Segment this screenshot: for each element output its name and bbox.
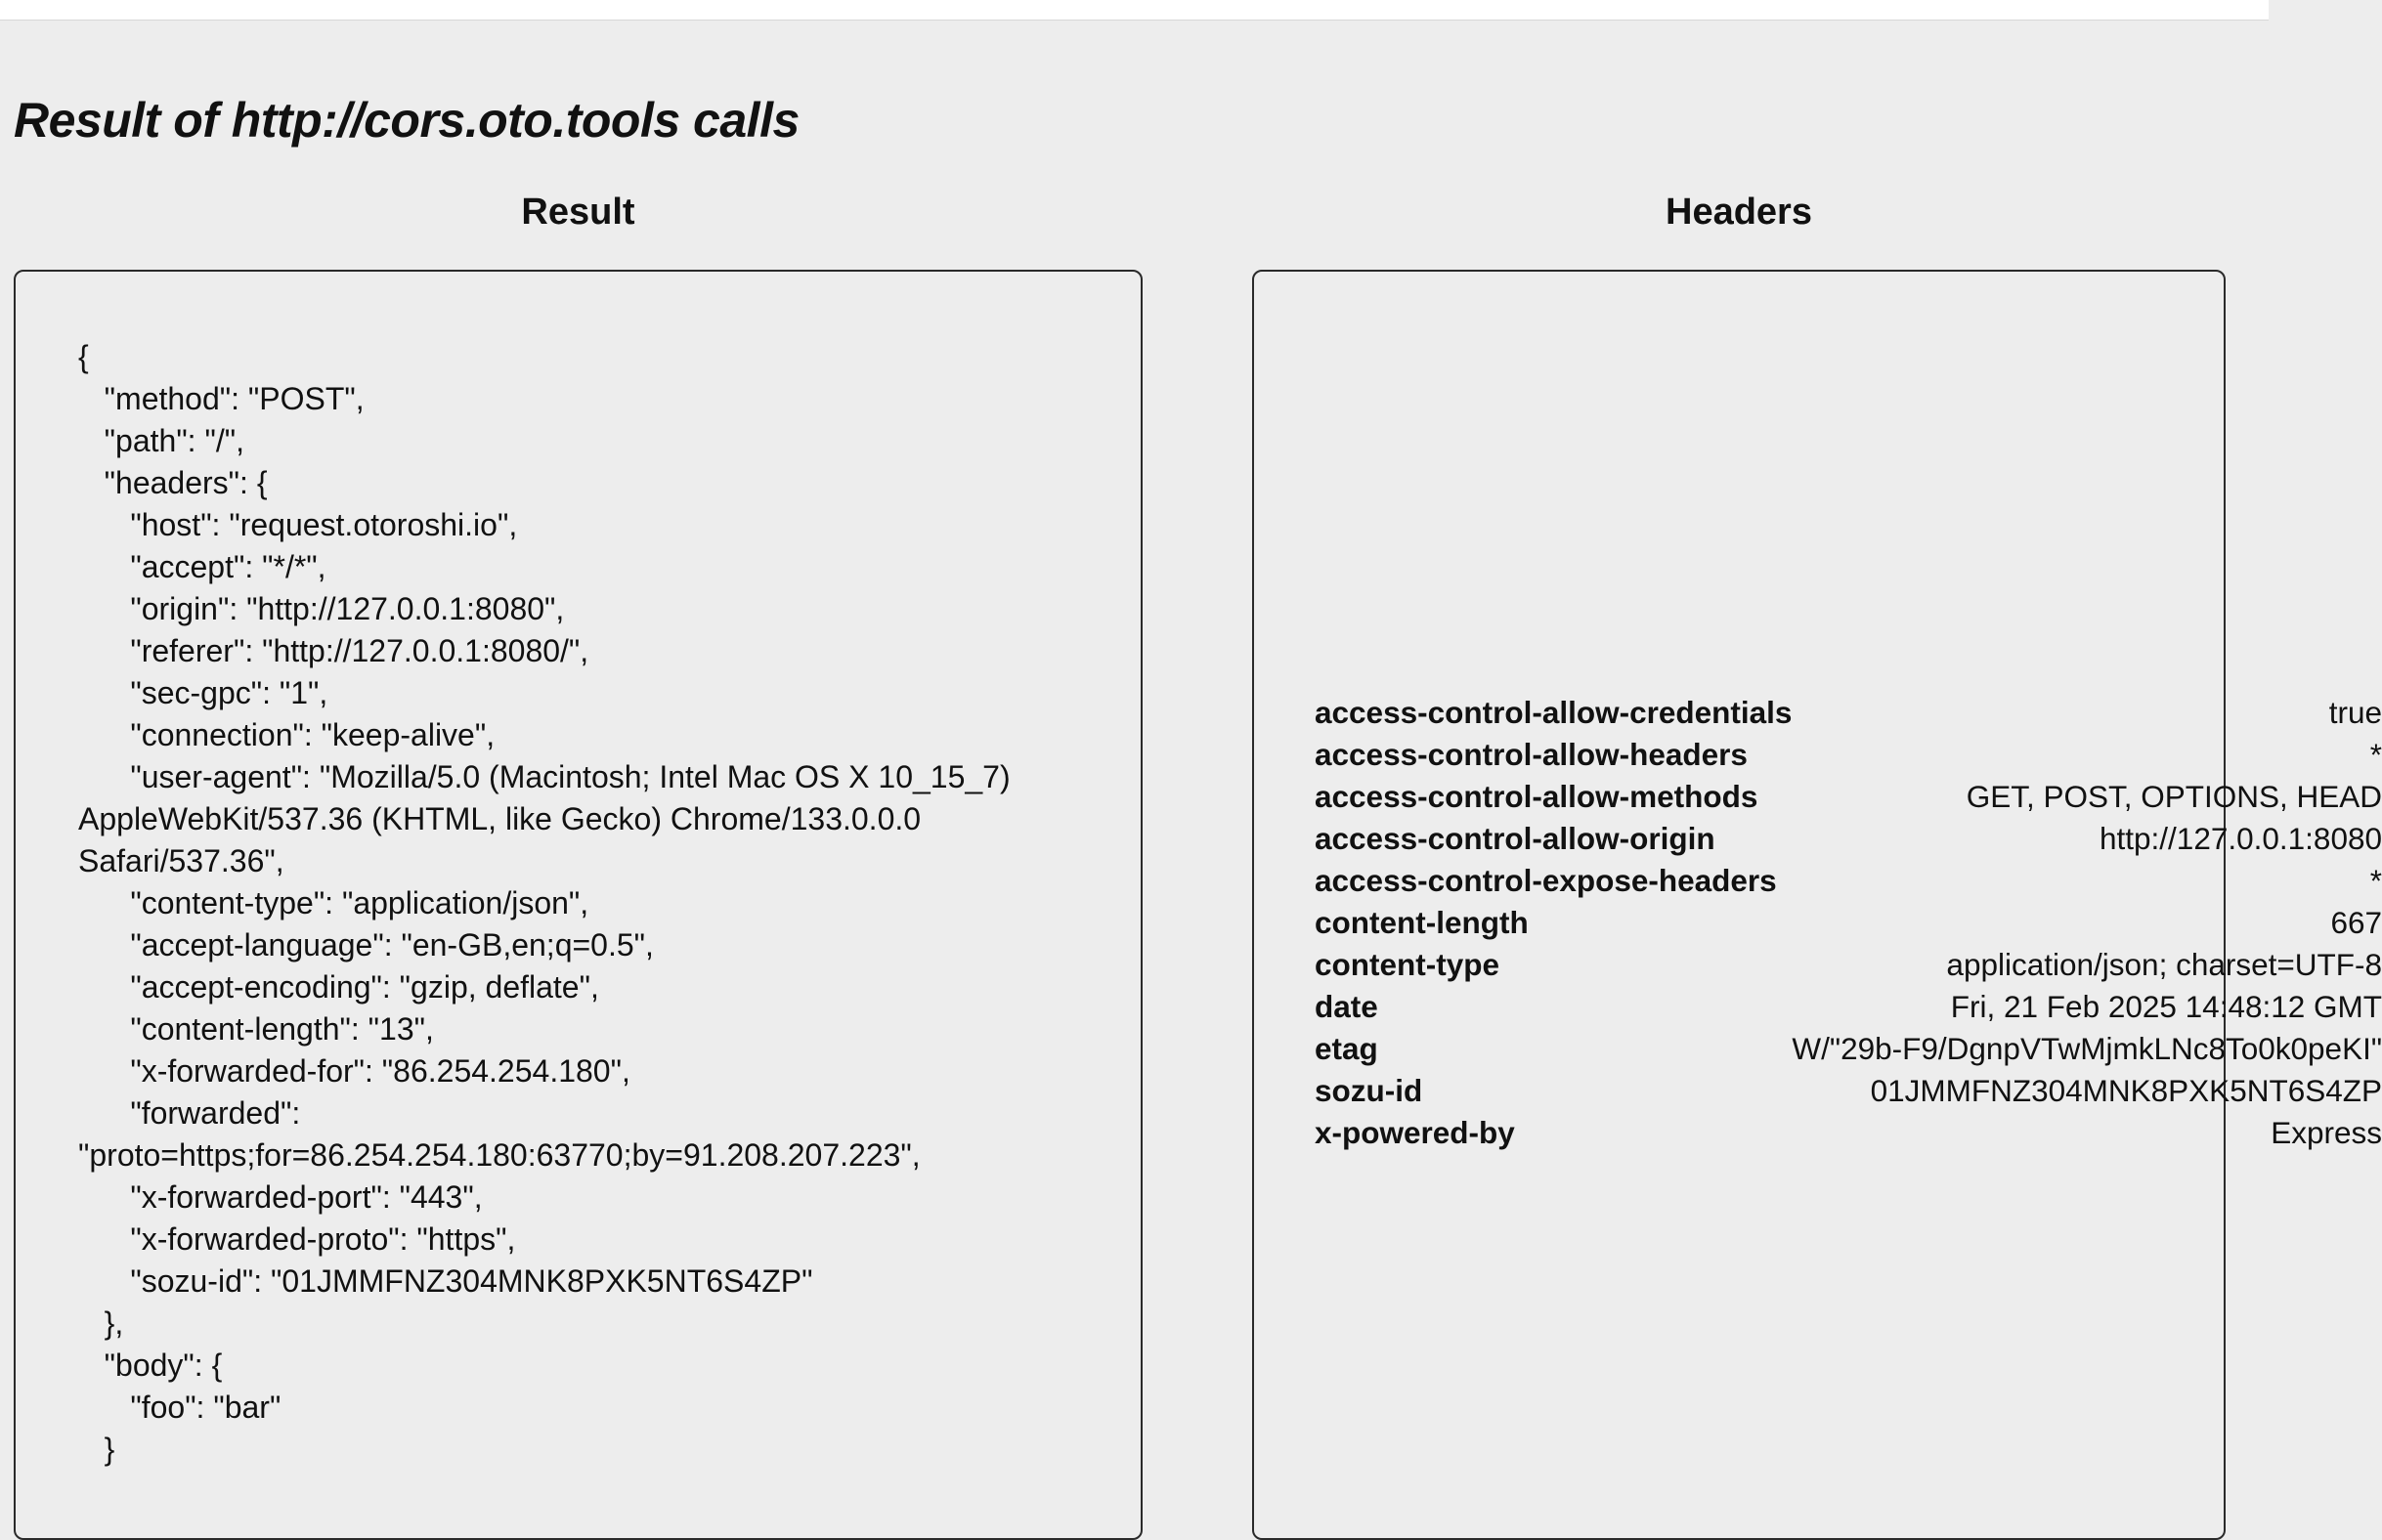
json-line: "proto=https;for=86.254.254.180:63770;by=91.208.207.223",	[78, 1137, 921, 1173]
result-heading: Result	[521, 192, 635, 233]
json-line: "accept-encoding": "gzip, deflate",	[78, 969, 599, 1005]
json-line: "host": "request.otoroshi.io",	[78, 507, 518, 542]
header-value: GET, POST, OPTIONS, HEAD	[1966, 779, 2382, 814]
header-name: content-type	[1315, 947, 1499, 982]
json-line: "content-type": "application/json",	[78, 885, 589, 920]
json-line: "user-agent": "Mozilla/5.0 (Macintosh; Intel Mac OS X 10_15_7)	[78, 759, 1011, 794]
header-row	[1315, 986, 2382, 1028]
header-row	[1315, 1112, 2382, 1154]
headers-panel	[1252, 270, 2382, 1540]
json-line: "forwarded":	[78, 1095, 301, 1131]
header-name: access-control-allow-headers	[1315, 737, 1748, 772]
result-panel	[14, 270, 1143, 1540]
page-title: Result of http://cors.oto.tools calls	[14, 93, 800, 148]
header-row	[1315, 692, 2382, 734]
header-value: W/"29b-F9/DgnpVTwMjmkLNc8To0k0peKI"	[1792, 1031, 2382, 1066]
header-value: true	[2328, 695, 2382, 730]
headers-heading: Headers	[1666, 192, 1812, 233]
header-name: content-length	[1315, 905, 1529, 940]
header-row	[1315, 1070, 2382, 1112]
json-line: "sozu-id": "01JMMFNZ304MNK8PXK5NT6S4ZP"	[78, 1263, 813, 1299]
header-value: Express	[2271, 1115, 2382, 1150]
header-name: etag	[1315, 1031, 1378, 1066]
header-value: *	[2369, 737, 2382, 772]
json-line: "x-forwarded-proto": "https",	[78, 1221, 516, 1257]
header-row	[1315, 1028, 2382, 1070]
json-line: "origin": "http://127.0.0.1:8080",	[78, 591, 565, 626]
json-line: AppleWebKit/537.36 (KHTML, like Gecko) Chrome/133.0.0.0	[78, 801, 922, 836]
json-line: "content-length": "13",	[78, 1011, 434, 1047]
header-value: *	[2369, 863, 2382, 898]
json-line: Safari/537.36",	[78, 843, 284, 878]
json-line: "sec-gpc": "1",	[78, 675, 328, 710]
header-row	[1315, 776, 2382, 818]
header-name: x-powered-by	[1315, 1115, 1515, 1150]
header-name: access-control-expose-headers	[1315, 863, 1777, 898]
json-line: "x-forwarded-for": "86.254.254.180",	[78, 1053, 630, 1089]
header-row	[1315, 860, 2382, 902]
header-row	[1315, 944, 2382, 986]
json-line: "connection": "keep-alive",	[78, 717, 496, 752]
result-json	[78, 336, 1085, 1471]
json-line: },	[78, 1305, 124, 1341]
headers-table	[1315, 692, 2382, 1154]
header-row	[1315, 818, 2382, 860]
json-line: }	[78, 1432, 115, 1467]
header-row	[1315, 734, 2382, 776]
json-line: "x-forwarded-port": "443",	[78, 1179, 483, 1215]
json-line: "accept-language": "en-GB,en;q=0.5",	[78, 927, 654, 962]
json-line: "path": "/",	[78, 423, 244, 458]
header-name: access-control-allow-methods	[1315, 779, 1758, 814]
json-line: "foo": "bar"	[78, 1390, 282, 1425]
header-name: access-control-allow-origin	[1315, 821, 1715, 856]
json-line: {	[78, 339, 89, 374]
header-row	[1315, 902, 2382, 944]
json-line: "method": "POST",	[78, 381, 365, 416]
header-value: 667	[2330, 905, 2382, 940]
header-value: http://127.0.0.1:8080	[2100, 821, 2382, 856]
header-value: Fri, 21 Feb 2025 14:48:12 GMT	[1950, 989, 2382, 1024]
header-name: date	[1315, 989, 1378, 1024]
json-line: "headers": {	[78, 465, 268, 500]
header-value: 01JMMFNZ304MNK8PXK5NT6S4ZP	[1870, 1073, 2382, 1108]
json-line: "accept": "*/*",	[78, 549, 326, 584]
header-name: sozu-id	[1315, 1073, 1423, 1108]
header-name: access-control-allow-credentials	[1315, 695, 1793, 730]
header-value: application/json; charset=UTF-8	[1946, 947, 2382, 982]
json-line: "body": {	[78, 1348, 223, 1383]
json-line: "referer": "http://127.0.0.1:8080/",	[78, 633, 589, 668]
top-band	[0, 0, 2269, 21]
